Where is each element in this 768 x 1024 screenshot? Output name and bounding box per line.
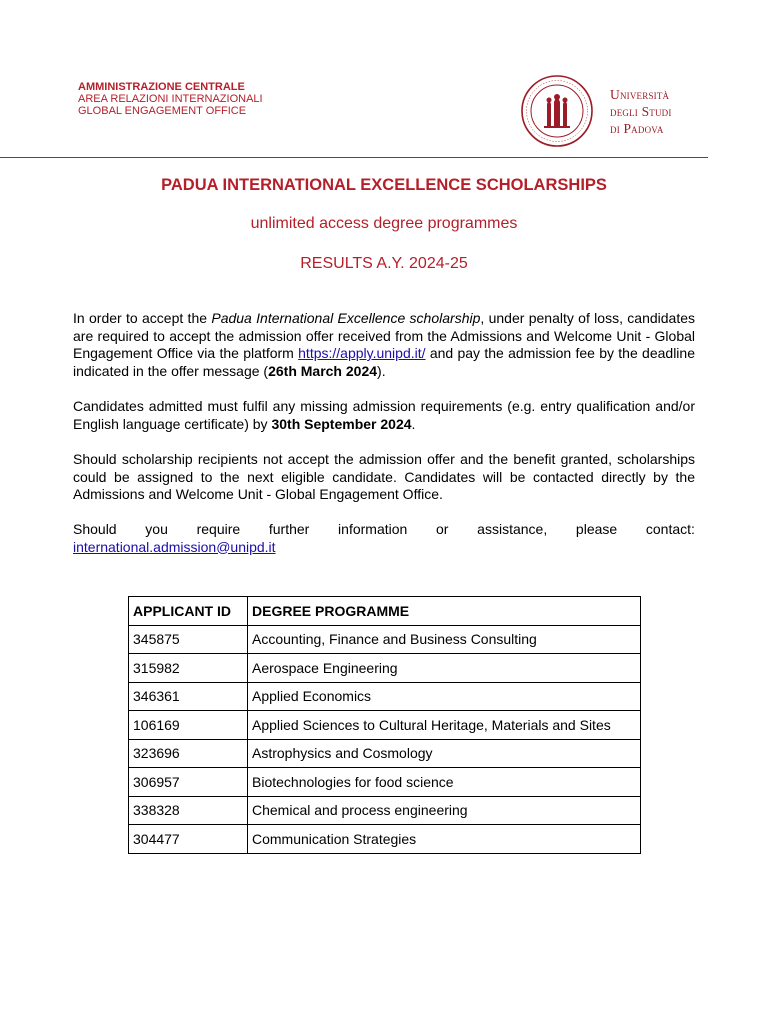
page-title: PADUA INTERNATIONAL EXCELLENCE SCHOLARSHIPS <box>161 176 607 194</box>
table-row <box>129 625 641 654</box>
word: or <box>436 521 449 537</box>
office-name: AMMINISTRAZIONE CENTRALE <box>78 81 245 93</box>
degree-programme: Aerospace Engineering <box>248 654 641 683</box>
degree-programme: Chemical and process engineering <box>248 796 641 825</box>
acceptance-deadline: 26th March 2024 <box>268 362 378 379</box>
office-area: AREA RELAZIONI INTERNAZIONALI <box>78 93 263 105</box>
word: Should <box>73 521 117 537</box>
degree-programme: Applied Economics <box>248 682 641 711</box>
office-unit: GLOBAL ENGAGEMENT OFFICE <box>78 105 247 117</box>
university-name-line1: Università <box>610 87 670 102</box>
word: assistance, <box>477 521 548 537</box>
applicant-id: 338328 <box>129 796 248 825</box>
applicant-id-header: APPLICANT ID <box>129 597 248 626</box>
word: contact: <box>645 521 695 537</box>
applicant-id: 106169 <box>129 711 248 740</box>
scholarship-name: Padua International Excellence scholarship <box>211 310 481 326</box>
applicant-id: 306957 <box>129 768 248 797</box>
table-row <box>129 796 641 825</box>
acceptance-paragraph <box>73 310 695 380</box>
university-name <box>610 86 672 137</box>
text: , under penalty of loss, candidates are required to accept the admission offer received from the Admissions and Welcome Unit - Global Engagement Office via the platform <box>73 310 695 361</box>
contact-email-link[interactable]: international.admission@unipd.it <box>73 538 276 555</box>
university-seal-icon <box>520 74 594 148</box>
word: further <box>268 521 310 537</box>
table-header-row <box>129 597 641 626</box>
degree-programme: Accounting, Finance and Business Consulting <box>248 625 641 654</box>
word: information <box>338 521 408 537</box>
text: Candidates admitted must fulfil any missing admission requirements (e.g. entry qualification and/or English language certificate) by <box>73 398 695 432</box>
degree-programme: Applied Sciences to Cultural Heritage, Materials and Sites <box>248 711 641 740</box>
text: In order to accept the <box>73 310 212 326</box>
header-divider <box>0 157 708 158</box>
word: you <box>145 521 168 537</box>
applicant-id: 304477 <box>129 825 248 854</box>
applicant-id: 323696 <box>129 739 248 768</box>
contact-paragraph <box>73 521 695 556</box>
applicant-id: 345875 <box>129 625 248 654</box>
apply-platform-link[interactable]: https://apply.unipd.it/ <box>298 345 426 361</box>
university-name-line3: di Padova <box>610 121 664 136</box>
university-name-line2: degli Studi <box>610 104 672 119</box>
table-row <box>129 711 641 740</box>
degree-programme: Communication Strategies <box>248 825 641 854</box>
applicant-id: 315982 <box>129 654 248 683</box>
table-row <box>129 768 641 797</box>
table-row <box>129 739 641 768</box>
applicant-id: 346361 <box>129 682 248 711</box>
word: please <box>575 521 618 537</box>
degree-programme-header: DEGREE PROGRAMME <box>248 597 641 626</box>
text: ). <box>377 362 386 379</box>
results-table <box>128 596 641 854</box>
degree-programme: Biotechnologies for food science <box>248 768 641 797</box>
word: require <box>196 521 241 537</box>
text: . <box>411 415 416 432</box>
text: and pay the admission fee by the deadline indicated in the offer message ( <box>73 345 695 379</box>
office-block <box>78 81 263 117</box>
table-row <box>129 682 641 711</box>
results-heading: RESULTS A.Y. 2024-25 <box>300 255 468 272</box>
requirements-deadline: 30th September 2024 <box>271 415 412 432</box>
requirements-paragraph <box>73 398 695 433</box>
contact-line <box>73 521 695 539</box>
table-row <box>129 654 641 683</box>
page-subtitle: unlimited access degree programmes <box>250 215 518 232</box>
reassignment-paragraph: Should scholarship recipients not accept the admission offer and the benefit granted, scholarships could be assigned to the next eligible candidate. Candidates will be contacted directly by the Admissions and Welcome Unit - Global Engagement Office. <box>73 451 695 502</box>
degree-programme: Astrophysics and Cosmology <box>248 739 641 768</box>
table-row <box>129 825 641 854</box>
